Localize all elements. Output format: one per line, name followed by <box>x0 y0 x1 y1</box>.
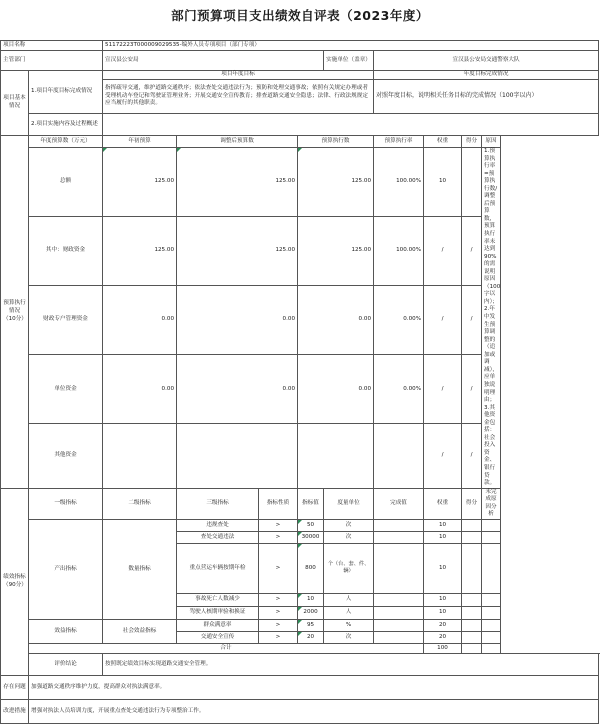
budget-row-executed: 0.00 <box>298 286 374 355</box>
improve-text: 增强对执法人员培训力度，开展重点查处交通违法行为专项整治工作。 <box>29 699 599 723</box>
budget-row-weight: 10 <box>424 148 462 217</box>
problem-label: 存在问题 <box>1 675 29 699</box>
indicator-value: 800 <box>298 543 324 593</box>
perf-header-actual: 完成值 <box>374 488 424 519</box>
budget-row-weight: / <box>424 424 462 488</box>
basic-info-label: 项目基本情况 <box>1 71 29 136</box>
budget-row-score: / <box>462 217 482 286</box>
indicator-score <box>462 606 482 619</box>
goal-row-label: 1.项目年度目标完成情况 <box>29 71 103 114</box>
budget-row-name: 总额 <box>29 148 103 217</box>
budget-row-adjusted: 0.00 <box>177 355 298 424</box>
indicator-reason <box>482 631 501 643</box>
budget-row-adjusted: 0.00 <box>177 286 298 355</box>
indicator-value: 20 <box>298 631 324 643</box>
budget-row-score: / <box>462 286 482 355</box>
total-weight: 100 <box>424 643 462 653</box>
problem-text: 加强道路交通秩序维护力度，提高群众对执法满意率。 <box>29 675 599 699</box>
perf-header-nature: 指标性质 <box>259 488 298 519</box>
page-title: 部门预算项目支出绩效自评表（2023年度） <box>171 8 429 23</box>
budget-row-name: 其中：财政资金 <box>29 217 103 286</box>
goal-header: 项目年度目标 <box>103 71 374 80</box>
indicator-weight: 10 <box>424 543 462 593</box>
indicator-actual <box>374 606 424 619</box>
indicator-weight: 10 <box>424 606 462 619</box>
indicator-name: 违规查处 <box>177 519 259 531</box>
actual-header: 年度目标完成情况 <box>374 71 599 80</box>
indicator-value: 50 <box>298 519 324 531</box>
indicator-op: > <box>259 543 298 593</box>
project-name-value: 51172223T000009029535-编外人员专项项目（部门专项） <box>103 41 599 51</box>
perf-header-level2: 二级指标 <box>103 488 177 519</box>
budget-row-score <box>462 148 482 217</box>
eval-text: 按照既定绩效目标实现道路交通安全管理。 <box>103 653 599 675</box>
actual-text: 对照年度目标，说明相关任务目标的完成情况（100字以内） <box>374 80 599 114</box>
budget-row-executed <box>298 424 374 488</box>
perf-header-unit: 度量单位 <box>324 488 374 519</box>
indicator-reason <box>482 531 501 543</box>
budget-row-rate: 0.00% <box>374 286 424 355</box>
indicator-op: > <box>259 631 298 643</box>
budget-row-executed: 0.00 <box>298 355 374 424</box>
indicator-score <box>462 519 482 531</box>
indicator-score <box>462 631 482 643</box>
unit-value: 宣汉县公安局交通警察大队 <box>374 51 599 71</box>
indicator-unit: 次 <box>324 531 374 543</box>
budget-header-adjusted: 调整后预算数 <box>177 136 298 148</box>
goal-text: 指挥疏导交通，维护道路交通秩序；依法查处交通违法行为；预防和处理交通事故；依照有关规定办理或者受理机动车登记和驾驶证管理业务；开展交通安全宣传教育；排查道路交通安全隐患；法律、行政法规规定应当履行的其他职责。 <box>103 80 374 114</box>
budget-row-executed: 125.00 <box>298 148 374 217</box>
indicator-unit: 个（台、套、件、辆） <box>324 543 374 593</box>
budget-header-weight: 权重 <box>424 136 462 148</box>
indicator-actual <box>374 531 424 543</box>
budget-row-initial: 0.00 <box>103 286 177 355</box>
indicator-score <box>462 543 482 593</box>
project-name-label: 项目名称 <box>1 41 103 51</box>
indicator-reason <box>482 606 501 619</box>
indicator-op: > <box>259 531 298 543</box>
total-score <box>462 643 482 653</box>
indicator-value: 30000 <box>298 531 324 543</box>
budget-row-rate: 100.00% <box>374 148 424 217</box>
budget-header-rate: 预算执行率 <box>374 136 424 148</box>
eval-label: 评价结论 <box>29 653 103 675</box>
indicator-weight: 10 <box>424 519 462 531</box>
perf-header-level1: 一级指标 <box>29 488 103 519</box>
indicator-name: 事故死亡人数减少 <box>177 593 259 606</box>
budget-row-weight: / <box>424 286 462 355</box>
indicator-name: 驾驶人核期审验和换证 <box>177 606 259 619</box>
budget-row-name: 单位资金 <box>29 355 103 424</box>
dept-value: 宣汉县公安局 <box>103 51 324 71</box>
level1-output: 产出指标 <box>29 519 103 619</box>
budget-row-rate <box>374 424 424 488</box>
budget-label: 预算执行情况（10分） <box>1 136 29 489</box>
indicator-name: 群众满意率 <box>177 619 259 631</box>
budget-row-adjusted: 125.00 <box>177 217 298 286</box>
level2-social: 社会效益指标 <box>103 619 177 643</box>
impl-label: 2.项目实施内容及过程概述 <box>29 114 103 136</box>
budget-header-executed: 预算执行数 <box>298 136 374 148</box>
self-evaluation-table <box>0 40 599 724</box>
indicator-op: > <box>259 619 298 631</box>
budget-row-name: 其他资金 <box>29 424 103 488</box>
total-reason <box>482 643 501 653</box>
indicator-actual <box>374 593 424 606</box>
budget-row-rate: 0.00% <box>374 355 424 424</box>
budget-row-weight: / <box>424 355 462 424</box>
perf-header-level3: 三级指标 <box>177 488 259 519</box>
indicator-weight: 20 <box>424 619 462 631</box>
indicator-op: > <box>259 593 298 606</box>
budget-row-adjusted: 125.00 <box>177 148 298 217</box>
perf-header-score: 得分 <box>462 488 482 519</box>
indicator-actual <box>374 619 424 631</box>
perf-header-weight: 权重 <box>424 488 462 519</box>
budget-reason: 1.预算执行率=预算执行数/调整后预算数，预算执行率未达到90%的需说明原因（100字以内）；2.年中发生预算调整的（追加或调减），应单独说明理由；3.其他资金包括：社会投入资金、银行贷款。 <box>482 148 501 489</box>
indicator-value: 10 <box>298 593 324 606</box>
perf-label: 绩效指标（90分） <box>1 488 29 675</box>
perf-header-reason: 未完成原因分析 <box>482 488 501 519</box>
budget-header-initial: 年初预算 <box>103 136 177 148</box>
budget-row-rate: 100.00% <box>374 217 424 286</box>
budget-row-initial: 125.00 <box>103 217 177 286</box>
budget-row-initial <box>103 424 177 488</box>
unit-label: 实施单位（盖章） <box>324 51 374 71</box>
total-label: 合计 <box>29 643 424 653</box>
indicator-reason <box>482 619 501 631</box>
indicator-weight: 10 <box>424 593 462 606</box>
budget-row-score: / <box>462 355 482 424</box>
indicator-actual <box>374 543 424 593</box>
indicator-unit: 人 <box>324 606 374 619</box>
level1-benefit: 效益指标 <box>29 619 103 643</box>
budget-row-adjusted <box>177 424 298 488</box>
indicator-score <box>462 593 482 606</box>
indicator-score <box>462 619 482 631</box>
indicator-weight: 10 <box>424 531 462 543</box>
indicator-weight: 20 <box>424 631 462 643</box>
indicator-value: 95 <box>298 619 324 631</box>
indicator-name: 交通安全宣传 <box>177 631 259 643</box>
budget-header-score: 得分 <box>462 136 482 148</box>
budget-row-score: / <box>462 424 482 488</box>
budget-row-weight: / <box>424 217 462 286</box>
indicator-op: > <box>259 606 298 619</box>
dept-label: 主管部门 <box>1 51 103 71</box>
budget-header-item: 年度预算数（万元） <box>29 136 103 148</box>
indicator-op: > <box>259 519 298 531</box>
indicator-actual <box>374 519 424 531</box>
indicator-reason <box>482 593 501 606</box>
indicator-reason <box>482 543 501 593</box>
indicator-unit: 人 <box>324 593 374 606</box>
level2-quantity: 数量指标 <box>103 519 177 619</box>
indicator-score <box>462 531 482 543</box>
indicator-name: 重点营运车辆按期年检 <box>177 543 259 593</box>
indicator-actual <box>374 631 424 643</box>
indicator-unit: 次 <box>324 631 374 643</box>
indicator-name: 查处交通违法 <box>177 531 259 543</box>
budget-row-initial: 0.00 <box>103 355 177 424</box>
indicator-reason <box>482 519 501 531</box>
perf-header-value: 指标值 <box>298 488 324 519</box>
budget-row-name: 财政专户管理资金 <box>29 286 103 355</box>
impl-value <box>103 114 599 136</box>
indicator-value: 2000 <box>298 606 324 619</box>
improve-label: 改进措施 <box>1 699 29 723</box>
indicator-unit: % <box>324 619 374 631</box>
budget-row-initial: 125.00 <box>103 148 177 217</box>
budget-row-executed: 125.00 <box>298 217 374 286</box>
budget-header-reason: 原因 <box>482 136 501 148</box>
indicator-unit: 次 <box>324 519 374 531</box>
